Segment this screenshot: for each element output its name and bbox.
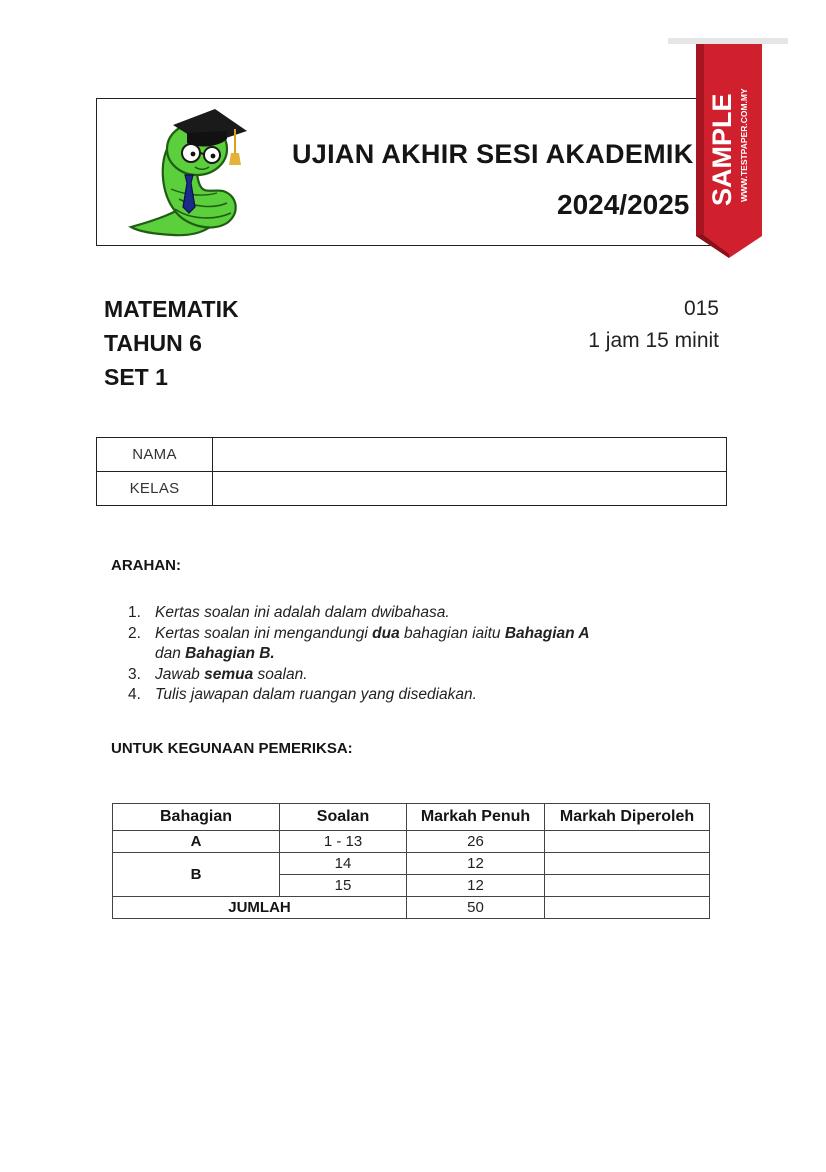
subject-name: MATEMATIK	[104, 296, 239, 322]
col-header-obtained-marks: Markah Diperoleh	[545, 804, 710, 831]
table-row	[113, 831, 710, 853]
class-field[interactable]	[213, 472, 727, 506]
obtained-marks-cell[interactable]	[545, 853, 710, 875]
subject-year: TAHUN 6	[104, 330, 202, 356]
full-marks-cell: 12	[407, 853, 545, 875]
instructions-title: ARAHAN:	[111, 557, 181, 574]
list-item: 2. Kertas soalan ini mengandungi dua bahagian iaitu Bahagian A dan Bahagian B.	[128, 624, 590, 662]
table-row	[113, 853, 710, 875]
full-marks-cell: 26	[407, 831, 545, 853]
sample-site: WWW.TESTPAPER.COM.MY	[739, 88, 749, 202]
col-header-full-marks: Markah Penuh	[407, 804, 545, 831]
total-full-marks-cell: 50	[407, 897, 545, 919]
questions-cell: 14	[280, 853, 407, 875]
questions-cell: 1 - 13	[280, 831, 407, 853]
worm-graduate-logo	[123, 103, 253, 243]
list-item: 1. Kertas soalan ini adalah dalam dwibahasa.	[128, 604, 450, 621]
section-cell: B	[113, 853, 280, 897]
examiner-title: UNTUK KEGUNAAN PEMERIKSA:	[111, 740, 353, 757]
student-info-table	[96, 437, 727, 506]
questions-cell: 15	[280, 875, 407, 897]
total-label-cell: JUMLAH	[113, 897, 407, 919]
col-header-questions: Soalan	[280, 804, 407, 831]
exam-title: UJIAN AKHIR SESI AKADEMIK	[292, 139, 694, 169]
name-field[interactable]	[213, 438, 727, 472]
name-label: NAMA	[97, 438, 213, 472]
class-label: KELAS	[97, 472, 213, 506]
header-box	[96, 98, 726, 246]
table-row	[97, 438, 727, 472]
table-row	[97, 472, 727, 506]
paper-duration: 1 jam 15 minit	[588, 329, 719, 352]
list-item: 4. Tulis jawapan dalam ruangan yang disediakan.	[128, 686, 477, 703]
exam-session-year: 2024/2025	[557, 189, 690, 220]
subject-set: SET 1	[104, 364, 168, 390]
col-header-section: Bahagian	[113, 804, 280, 831]
sample-label: SAMPLE	[707, 93, 737, 206]
paper-code: 015	[683, 297, 719, 320]
table-total-row	[113, 897, 710, 919]
table-header-row	[113, 804, 710, 831]
examiner-marks-table	[112, 803, 710, 919]
instructions-list	[128, 603, 688, 706]
list-item: 3. Jawab semua soalan.	[128, 665, 308, 683]
full-marks-cell: 12	[407, 875, 545, 897]
total-obtained-marks-cell[interactable]	[545, 897, 710, 919]
sample-ribbon	[668, 30, 788, 262]
obtained-marks-cell[interactable]	[545, 875, 710, 897]
section-cell: A	[113, 831, 280, 853]
obtained-marks-cell[interactable]	[545, 831, 710, 853]
